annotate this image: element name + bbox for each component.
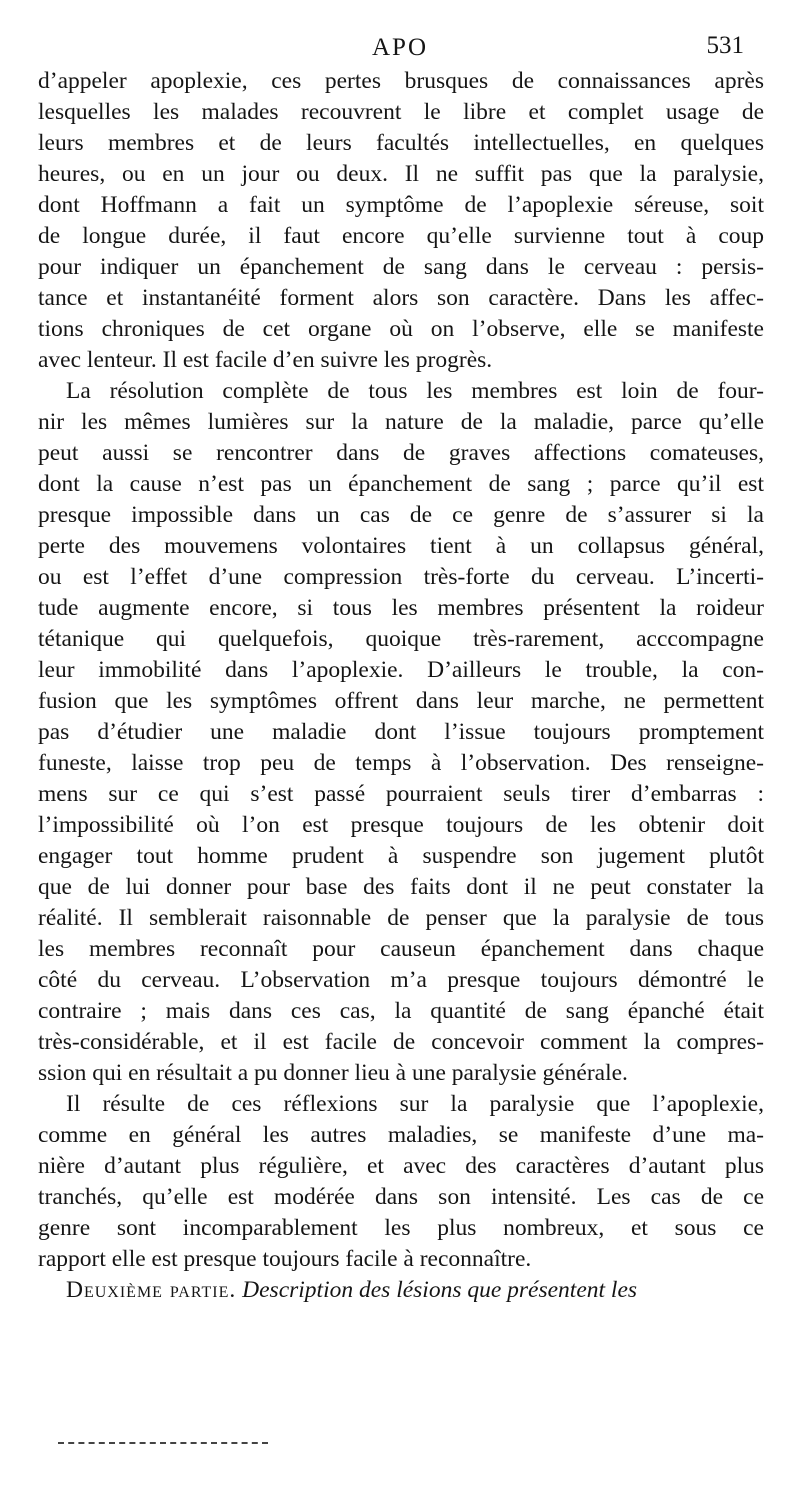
page-number: 531 [706,32,744,59]
text-line: funeste, laisse trop peu de temps à l’observation. Des renseigne- [38,750,764,776]
text-line: nière d’autant plus régulière, et avec des caractères d’autant plus [38,1153,764,1179]
text-line: engager tout homme prudent à suspendre son jugement plutôt [38,843,764,869]
text-line: perte des mouvemens volontaires tient à un collapsus général, [38,533,764,559]
section-heading-text: Description des lésions que présentent les [242,1277,638,1303]
text-line: tance et instantanéité forment alors son caractère. Dans les affec- [38,285,764,311]
text-line: avec lenteur. Il est facile d’en suivre les progrès. [38,347,493,373]
text-line: côté du cerveau. L’observation m’a presque toujours démontré le [38,967,764,993]
paragraph [38,66,764,376]
text-line: presque impossible dans un cas de ce genre de s’assurer si la [38,502,764,528]
text-line: les membres reconnaît pour causeun épanchement dans chaque [38,936,764,962]
text-line: La résolution complète de tous les membres est loin de four- [66,378,764,404]
text-line: genre sont incomparablement les plus nombreux, et sous ce [38,1215,764,1241]
body-text [38,66,764,1306]
text-line: tranchés, qu’elle est modérée dans son intensité. Les cas de ce [38,1184,764,1210]
text-line: Il résulte de ces réflexions sur la paralysie que l’apoplexie, [66,1091,764,1117]
text-line: tétanique qui quelquefois, quoique très-rarement, acccompagne [38,626,764,652]
text-line: ou est l’effet d’une compression très-forte du cerveau. L’incerti- [38,564,764,590]
running-head: APO [371,34,428,61]
text-line: pour indiquer un épanchement de sang dans le cerveau : persis- [38,254,764,280]
text-line: nir les mêmes lumières sur la nature de la maladie, parce qu’elle [38,409,764,435]
footer-rule [58,1442,268,1444]
text-line: contraire ; mais dans ces cas, la quantité de sang épanché était [38,998,764,1024]
text-line: que de lui donner pour base des faits dont il ne peut constater la [38,874,764,900]
text-line: dont Hoffmann a fait un symptôme de l’apoplexie séreuse, soit [38,192,764,218]
page-header [0,28,800,68]
text-line: fusion que les symptômes offrent dans leur marche, ne permettent [38,688,764,714]
section-heading-label: Deuxième partie. [66,1277,237,1303]
text-line: pas d’étudier une maladie dont l’issue toujours promptement [38,719,764,745]
text-line: peut aussi se rencontrer dans de graves affections comateuses, [38,440,764,466]
text-line: tude augmente encore, si tous les membres présentent la roideur [38,595,764,621]
text-line: d’appeler apoplexie, ces pertes brusques de connaissances après [38,68,764,94]
text-line: rapport elle est presque toujours facile à reconnaître. [38,1246,532,1272]
text-line: très-considérable, et il est facile de concevoir comment la compres- [38,1029,764,1055]
text-line: l’impossibilité où l’on est presque toujours de les obtenir doit [38,812,764,838]
text-line: ssion qui en résultait a pu donner lieu à une paralysie générale. [38,1060,628,1086]
text-line: heures, ou en un jour ou deux. Il ne suffit pas que la paralysie, [38,161,764,187]
text-line: comme en général les autres maladies, se manifeste d’une ma- [38,1122,764,1148]
text-line: tions chroniques de cet organe où on l’observe, elle se manifeste [38,316,764,342]
text-line: dont la cause n’est pas un épanchement de sang ; parce qu’il est [38,471,764,497]
text-line: leur immobilité dans l’apoplexie. D’ailleurs le trouble, la con- [38,657,764,683]
paragraph [38,376,764,1089]
text-line: réalité. Il semblerait raisonnable de penser que la paralysie de tous [38,905,764,931]
text-line: de longue durée, il faut encore qu’elle survienne tout à coup [38,223,764,249]
section-heading [38,1275,764,1306]
text-line: lesquelles les malades recouvrent le libre et complet usage de [38,99,764,125]
paragraph [38,1089,764,1275]
text-line: leurs membres et de leurs facultés intellectuelles, en quelques [38,130,764,156]
text-line: mens sur ce qui s’est passé pourraient seuls tirer d’embarras : [38,781,764,807]
